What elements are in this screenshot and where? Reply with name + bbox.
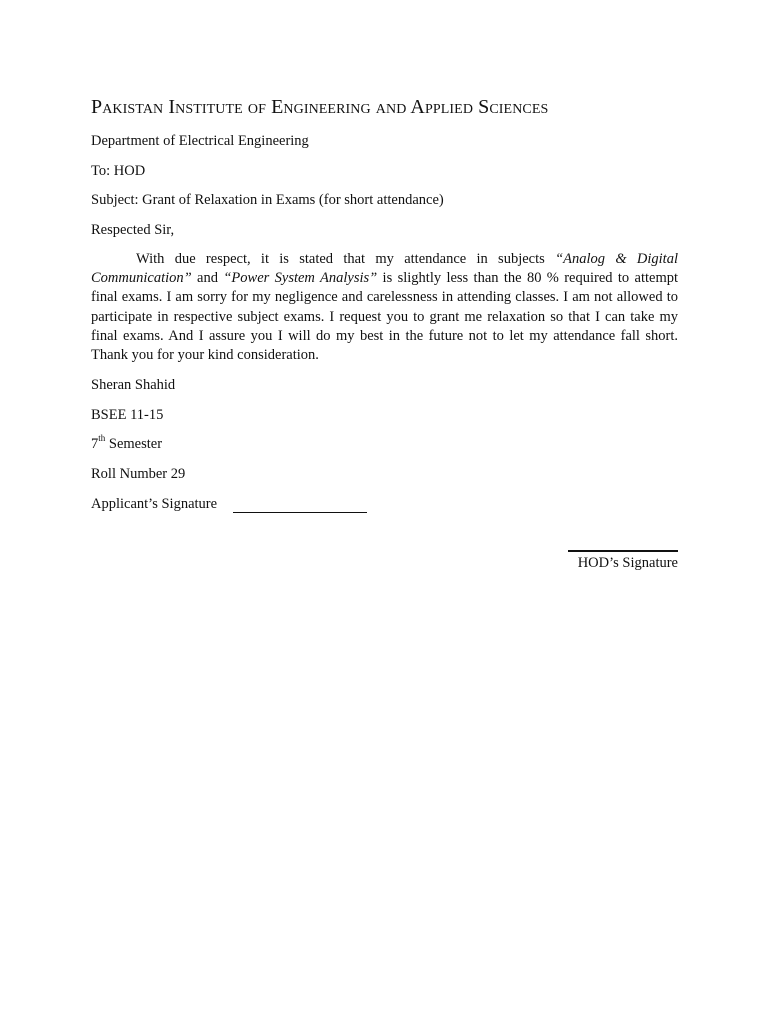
semester-suffix: th	[98, 433, 106, 444]
body-text-part1: With due respect, it is stated that my attendance in subjects	[136, 251, 556, 267]
department-line: Department of Electrical Engineering	[91, 133, 309, 149]
hod-signature-label: HOD’s Signature	[577, 555, 678, 571]
subject-line: Subject: Grant of Relaxation in Exams (for short attendance)	[91, 192, 444, 208]
semester	[91, 435, 162, 453]
subject-name-1: “Analog & Digital Communication”	[91, 251, 678, 287]
applicant-signature-label: Applicant’s Signature	[91, 496, 218, 512]
to-line: To: HOD	[91, 163, 146, 179]
institute-title: Pakistan Institute of Engineering and Applied Sciences	[91, 96, 549, 118]
applicant-name: Sheran Shahid	[91, 377, 176, 393]
body-text-part2: and	[191, 270, 224, 287]
subject-name-2: “Power System Analysis”	[223, 270, 378, 287]
hod-signature-line	[568, 550, 678, 552]
body-paragraph	[91, 250, 678, 365]
semester-number: 7	[91, 436, 99, 452]
program: BSEE 11-15	[91, 407, 164, 423]
body-text-part3: is slightly less than the 80 % required to attempt final exams. I am sorry for my negligence and carelessness in attending classes. I am not allowed to participate in respective subject exams. I request you to grant me relaxation so that I can take my final exams. And I assure you I will do my best in the future not to let my attendance fall short. Thank you for your kind consideration.	[91, 270, 679, 364]
roll-number: Roll Number 29	[91, 466, 186, 482]
salutation: Respected Sir,	[91, 222, 175, 238]
semester-label: Semester	[105, 436, 163, 452]
applicant-signature-line	[233, 512, 367, 513]
